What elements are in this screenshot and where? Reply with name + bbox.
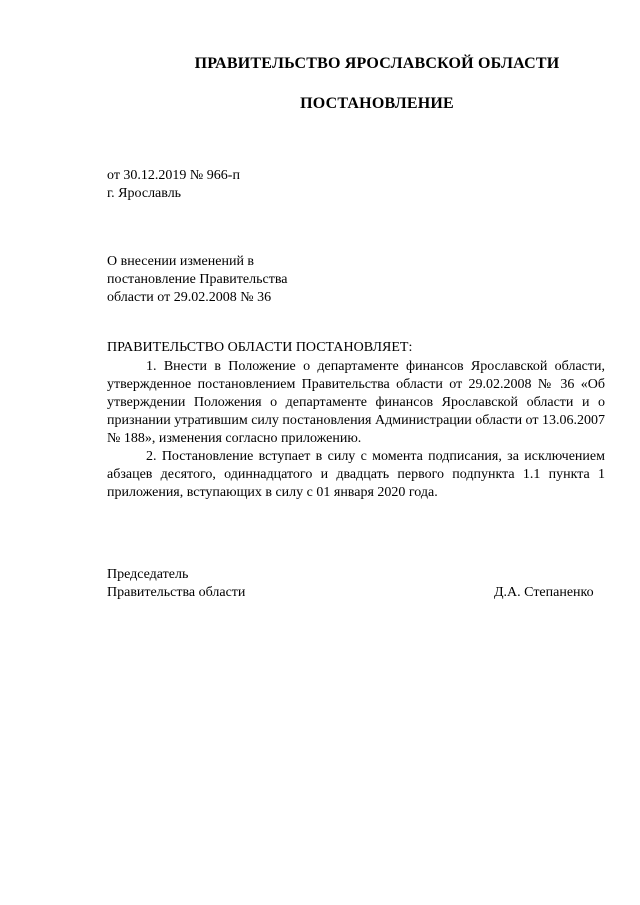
organization-title: ПРАВИТЕЛЬСТВО ЯРОСЛАВСКОЙ ОБЛАСТИ <box>194 55 560 72</box>
document-subject <box>107 253 287 307</box>
document-meta <box>107 167 240 203</box>
resolves-heading: ПРАВИТЕЛЬСТВО ОБЛАСТИ ПОСТАНОВЛЯЕТ: <box>107 340 413 355</box>
subject-line: области от 29.02.2008 № 36 <box>107 290 272 305</box>
date-number: от 30.12.2019 № 966-п <box>107 168 240 183</box>
subject-line: О внесении изменений в <box>107 254 255 269</box>
signatory-name: Д.А. Степаненко <box>494 585 594 600</box>
paragraph-2: 2. Постановление вступает в силу с момента подписания, за исключением абзацев десятого, одиннадцатого и двадцать первого подпункта 1.1 пункта 1 приложения, вступающих в силу с 01 января 2020 года. <box>107 449 605 500</box>
signatory-title <box>107 566 245 602</box>
signatory-title-line: Председатель <box>107 567 189 582</box>
paragraph-1: 1. Внести в Положение о департаменте финансов Ярославской области, утвержденное постановлением Правительства области от 29.02.2008 № 36 «Об утверждении Положения о департаменте финансов Ярославской области и о признании утратившим силу постановления Администрации области от 13.06.2007 № 188», изменения согласно приложению. <box>107 359 605 446</box>
document-type: ПОСТАНОВЛЕНИЕ <box>300 95 454 112</box>
signatory-title-line: Правительства области <box>107 585 246 600</box>
city: г. Ярославль <box>107 186 182 201</box>
subject-line: постановление Правительства <box>107 272 288 287</box>
